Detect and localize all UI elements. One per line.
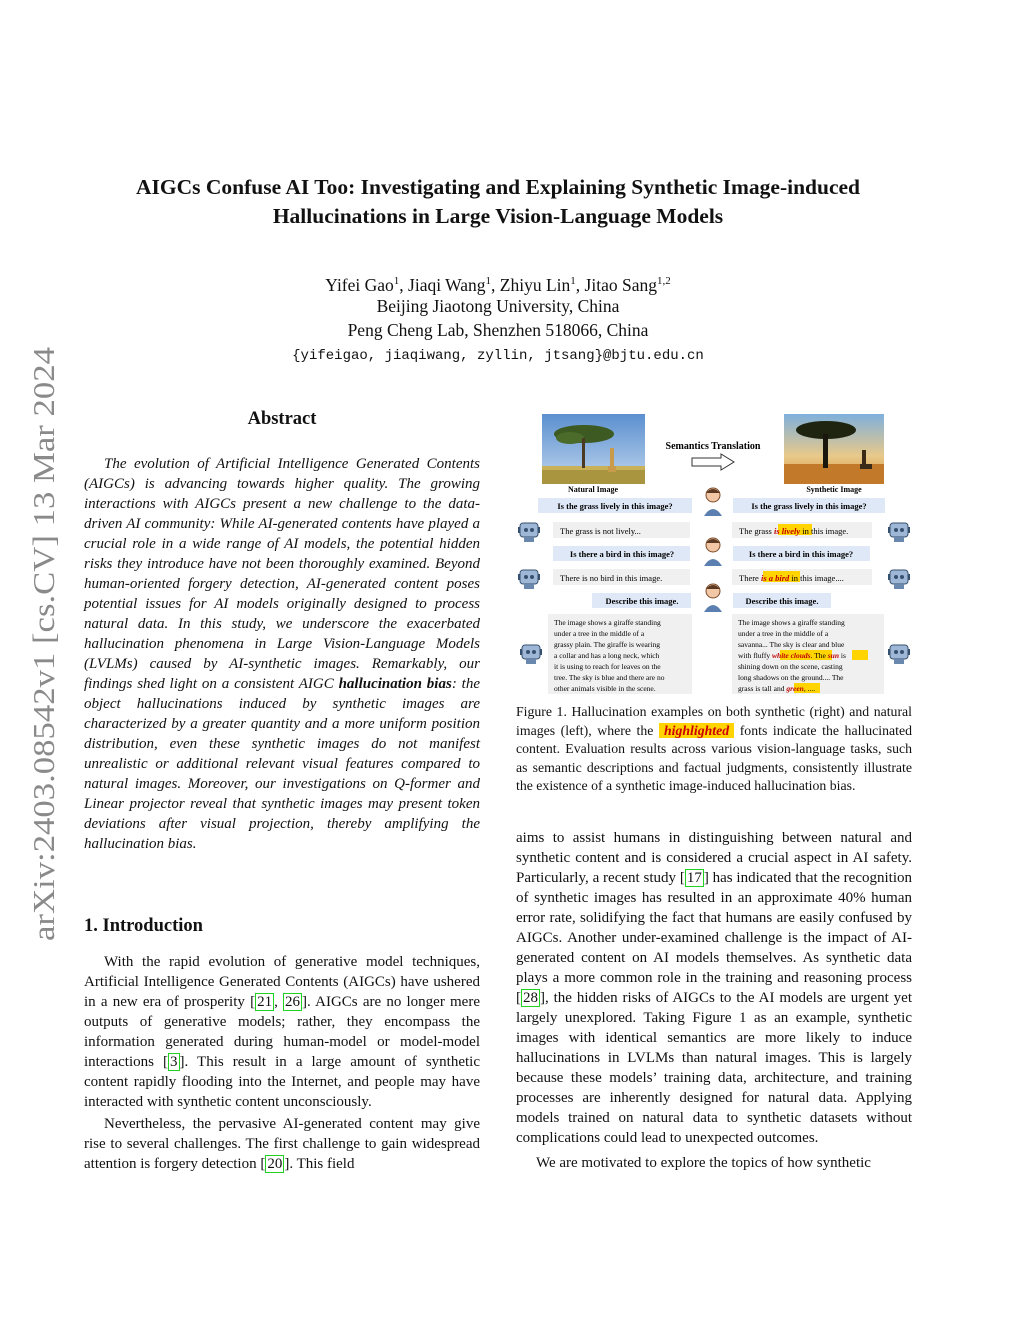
citation-link[interactable]: 28	[523, 990, 538, 1006]
author-affil: 1	[485, 275, 492, 287]
svg-text:savanna... The sky is clear an: savanna... The sky is clear and blue	[738, 640, 845, 649]
svg-text:a collar and has a long neck,: a collar and has a long neck, which	[554, 651, 660, 660]
author-affil: 1	[570, 275, 576, 287]
citation-link[interactable]: 17	[686, 870, 702, 886]
body-text: has indicated that the recognition of synthetic images has resulted in an approximate 40% human error rate, solidifying the fact that humans are easily confused by AIGCs. Another under-examined challenge is the impact of AI-generated content on AI models themselves. As synthetic data plays a more common role in the training and reasoning process	[516, 870, 912, 986]
body-text: We are motivated to explore the topics of how synthetic	[536, 1155, 871, 1171]
caption-text: fonts indicate the hallucinated content. Evaluation results across various vision-language tasks, such as semantic descriptions and factual judgments, consistently illustrate the existence of a synthetic image-induced hallucination bias.	[516, 722, 912, 793]
svg-text:long shadows on the ground....: long shadows on the ground.... The	[738, 673, 844, 682]
abstract-body	[84, 454, 480, 854]
svg-text:grass is tall and green, ....: grass is tall and green, ....	[738, 684, 816, 693]
intro-heading: 1. Introduction	[84, 916, 203, 936]
author-email[interactable]: {yifeigao, jiaqiwang, zyllin, jtsang}@bjtu.edu.cn	[292, 348, 704, 364]
robot-icon	[518, 570, 540, 589]
svg-text:other animals visible in the s: other animals visible in the scene.	[554, 684, 656, 693]
citation-link[interactable]: 21	[257, 994, 273, 1010]
answer-text: There is no bird in this image.	[560, 573, 663, 583]
answer-text: There is a bird in this image....	[739, 573, 844, 583]
figure-1	[516, 410, 912, 700]
abstract-text: : the object hallucinations induced by synthetic images are characterized by a greater quantity and a more uniform position distribution, even these synthetic images do not manifest unrealistic or additional relevant visual features compared to natural images. Moreover, our investigations on Q-former and Linear projector reveal that synthetic images may present token deviations after visual projection, thereby amplifying the hallucination bias.	[84, 676, 480, 852]
intro-text: . This field	[289, 1156, 355, 1172]
paper-title	[60, 173, 936, 231]
citation-link[interactable]: 26	[285, 994, 301, 1010]
affiliation-1: Beijing Jiaotong University, China	[376, 296, 620, 316]
title-line-2: Hallucinations in Large Vision-Language Models	[272, 204, 724, 228]
svg-text:under a tree in the middle of: under a tree in the middle of a	[738, 629, 829, 638]
body-text: , the hidden risks of AIGCs to the AI models are urgent yet largely unexplored. Taking Figure 1 as an example, synthetic images with identical semantics are more likely to induce hallucinations in LVLMs than natural images. This is largely because these models’ training data, architecture, and training processes are inherently designed for natural data. Applying models trained on natural data to synthetic datasets without complications could lead to unexpected outcomes.	[516, 990, 912, 1146]
semantics-translation-label: Semantics Translation	[665, 441, 761, 452]
synthetic-image-label: Synthetic Image	[806, 485, 862, 494]
intro-text: . This result in a large amount of synthetic content rapidly flooding into the Internet, and people may have interacted with synthetic content unconsciously.	[84, 1054, 480, 1110]
svg-text:it is using to reach for leave: it is using to reach for leaves on the	[554, 662, 661, 671]
author-name: Zhiyu Lin	[499, 274, 571, 295]
svg-text:tree. The sky is blue and ther: tree. The sky is blue and there are no	[554, 673, 665, 682]
author-name: Jitao Sang	[584, 274, 657, 295]
citation-link[interactable]: 20	[267, 1156, 283, 1172]
question-text: Is there a bird in this image?	[569, 549, 675, 559]
citation-link[interactable]: 3	[170, 1054, 178, 1070]
intro-text: With the rapid evolution of generative model techniques, Artificial Intelligence Generated Contents (AIGCs) have ushered in a new era of prosperity	[84, 954, 480, 1010]
author-affil: 1	[393, 275, 400, 287]
affiliation-2: Peng Cheng Lab, Shenzhen 518066, China	[347, 320, 649, 340]
natural-image-label: Natural Image	[568, 485, 618, 494]
question-text: Is the grass lively in this image?	[751, 501, 867, 511]
svg-text:The image shows a giraffe stan: The image shows a giraffe standing	[554, 618, 661, 627]
synthetic-image	[784, 414, 884, 484]
author-name: Yifei Gao	[325, 274, 394, 295]
question-text: Is there a bird in this image?	[748, 549, 854, 559]
title-line-1: AIGCs Confuse AI Too: Investigating and Explaining Synthetic Image-induced	[136, 175, 860, 199]
svg-text:shining down on the scene, cas: shining down on the scene, casting	[738, 662, 843, 671]
robot-icon	[518, 523, 540, 542]
abstract-text: The evolution of Artificial Intelligence Generated Contents (AIGCs) is advancing towards higher quality. The growing interactions with AIGCs present a new challenge to the data-driven AI community: While AI-generated contents have played a crucial role in a wide range of AI models, the potential hidden risks they introduce have not been thoroughly examined. Beyond human-oriented forgery detection, AI-generated content poses potential issues for AI models originally designed to process natural data. In this study, we underscore the exacerbated hallucination phenomena in Large Vision-Language Models (LVLMs) caused by AI-synthetic images. Remarkably, our findings shed light on a consistent AIGC	[84, 456, 480, 692]
robot-icon	[888, 645, 910, 664]
answer-text: The grass is lively in this image.	[739, 526, 849, 536]
arxiv-stamp	[24, 347, 60, 941]
robot-icon	[520, 645, 542, 664]
answer-text: The grass is not lively...	[560, 526, 641, 536]
user-avatar-icon	[704, 488, 722, 516]
highlighted-word: highlighted	[659, 723, 734, 738]
robot-icon	[888, 570, 910, 589]
intro-text: Nevertheless, the pervasive AI-generated content may give rise to several challenges. The first challenge to gain widespread attention is forgery detection	[84, 1116, 480, 1172]
natural-image	[542, 414, 645, 484]
intro-body: With the rapid evolution of generative model techniques, Artificial Intelligence Generated Contents (AIGCs) have ushered in a new era of prosperity [ 21 , 26 ]. AIGCs are no longer mere outputs of generative models; rather, they encompass the information generated during human-model or model-model interactions [ 3 ]. This result in a large amount of synthetic content rapidly flooding into the Internet, and people may have interacted with synthetic content unconsciously. Nevertheless, the pervasive AI-generated content may give rise to several challenges. The first challenge to gain widespread attention is forgery detection [ 20 ]. This field	[84, 954, 480, 1172]
caption-text: Figure 1. Hallucination examples on both synthetic (right) and natural images (left), where the	[516, 704, 912, 738]
figure-caption	[516, 703, 912, 796]
right-column-body: aims to assist humans in distinguishing between natural and synthetic content and is considered a crucial aspect in AI safety. Particularly, a recent study [ 17 ] has indicated that the recognition of synthetic images has resulted in an approximate 40% human error rate, solidifying the fact that humans are easily confused by AIGCs. Another under-examined challenge is the impact of AI-generated content on AI models themselves. As synthetic data plays a more common role in the training and reasoning process [ 28 ], the hidden risks of AIGCs to the AI models are urgent yet largely unexplored. Taking Figure 1 as an example, synthetic images with identical semantics are more likely to induce hallucinations in LVLMs than natural images. This is largely because these models’ training data, architecture, and training processes are inherently designed for natural data. Applying models trained on natural data to synthetic datasets without complications could lead to unexpected outcomes. We are motivated to explore the topics of how synthetic	[516, 830, 912, 1171]
author-name: Jiaqi Wang	[408, 274, 486, 295]
user-avatar-icon	[704, 538, 722, 566]
svg-text:The image shows a giraffe stan: The image shows a giraffe standing	[738, 618, 845, 627]
svg-text:grassy plain. The giraffe is w: grassy plain. The giraffe is wearing	[554, 640, 660, 649]
author-list: Yifei Gao$^1$, Jiaqi Wang$^1$, Zhiyu Lin$^1$, Jitao Sang$^{1,2}$	[325, 274, 671, 295]
user-avatar-icon	[704, 584, 722, 612]
body-text: aims to assist humans in distinguishing between natural and synthetic content and is considered a crucial aspect in AI safety. Particularly, a recent study	[516, 830, 912, 886]
translation-arrow	[692, 454, 734, 470]
question-text: Describe this image.	[605, 596, 679, 606]
abstract-bold-term: hallucination bias	[338, 676, 452, 692]
robot-icon	[888, 523, 910, 542]
abstract-heading: Abstract	[247, 409, 317, 429]
hallucination-highlight	[852, 650, 868, 660]
question-text: Describe this image.	[745, 596, 819, 606]
svg-text:with fluffy white clouds. The: with fluffy white clouds. The sun is	[738, 651, 846, 660]
intro-text: . AIGCs are no longer mere outputs of generative models; rather, they encompass the information generated during human-model or model-model interactions	[84, 994, 480, 1070]
author-affil: 1,2	[656, 275, 671, 287]
svg-text:under a tree in the middle of: under a tree in the middle of a	[554, 629, 645, 638]
arxiv-stamp-text: arXiv:2403.08542v1 [cs.CV] 13 Mar 2024	[26, 410, 60, 941]
question-text: Is the grass lively in this image?	[557, 501, 673, 511]
